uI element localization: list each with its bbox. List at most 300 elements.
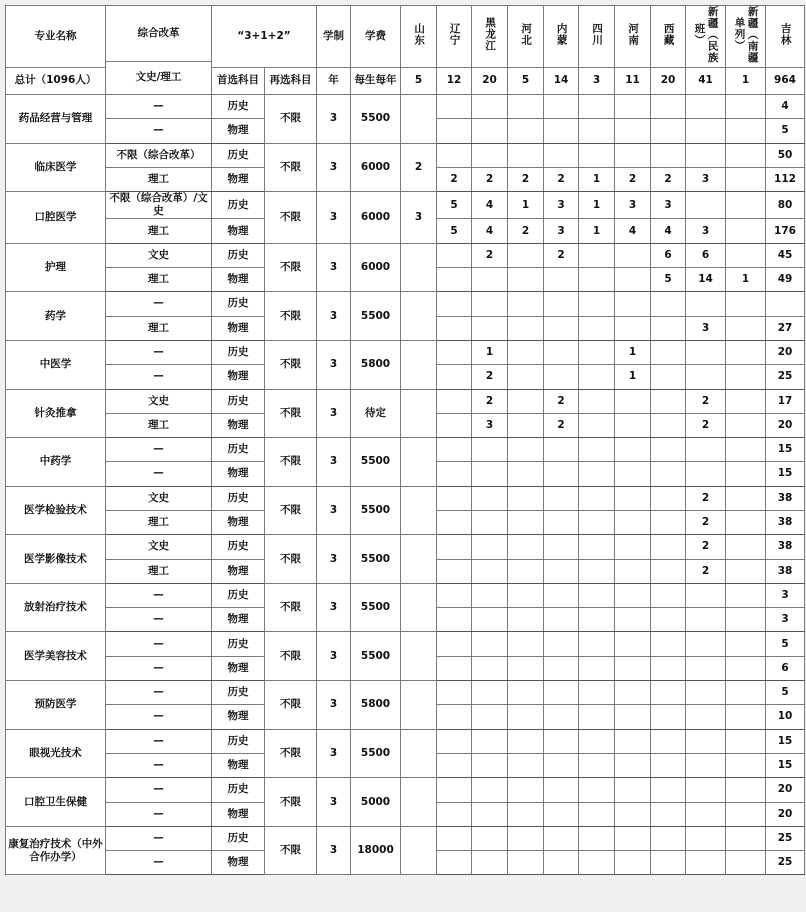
province-quota bbox=[651, 292, 686, 316]
province-quota bbox=[651, 705, 686, 729]
province-quota: 3 bbox=[651, 192, 686, 219]
province-quota bbox=[686, 340, 726, 364]
province-quota bbox=[686, 192, 726, 219]
province-quota bbox=[615, 268, 651, 292]
table-row bbox=[6, 632, 805, 656]
province-quota bbox=[437, 535, 472, 559]
header-province: 辽宁 bbox=[437, 6, 472, 68]
first-subject: 历史 bbox=[212, 729, 265, 753]
province-quota bbox=[579, 243, 615, 267]
table-row bbox=[6, 438, 805, 462]
second-subject: 不限 bbox=[265, 243, 317, 292]
province-quota bbox=[544, 632, 579, 656]
first-subject: 历史 bbox=[212, 292, 265, 316]
province-quota bbox=[686, 681, 726, 705]
province-quota bbox=[726, 705, 766, 729]
province-quota: 176 bbox=[766, 219, 805, 243]
province-quota bbox=[686, 608, 726, 632]
province-quota bbox=[508, 753, 544, 777]
province-quota bbox=[437, 292, 472, 316]
reform-track: 文史 bbox=[106, 535, 212, 559]
quota-shandong bbox=[401, 583, 437, 632]
province-quota bbox=[579, 143, 615, 167]
reform-track: 不限（综合改革） bbox=[106, 143, 212, 167]
province-quota bbox=[508, 681, 544, 705]
province-quota bbox=[579, 316, 615, 340]
province-quota bbox=[686, 851, 726, 875]
province-quota bbox=[472, 583, 508, 607]
reform-track: 文史 bbox=[106, 486, 212, 510]
province-quota bbox=[651, 143, 686, 167]
quota-shandong: 3 bbox=[401, 192, 437, 244]
tuition-fee: 待定 bbox=[351, 389, 401, 438]
header-new-gaokao: “3+1+2” bbox=[212, 6, 317, 68]
major-name: 预防医学 bbox=[6, 681, 106, 730]
reform-track: 理工 bbox=[106, 511, 212, 535]
province-quota bbox=[651, 656, 686, 680]
province-quota bbox=[726, 656, 766, 680]
province-quota bbox=[508, 535, 544, 559]
province-quota bbox=[726, 340, 766, 364]
province-quota bbox=[508, 292, 544, 316]
province-quota bbox=[726, 365, 766, 389]
tuition-fee: 18000 bbox=[351, 826, 401, 875]
province-quota: 4 bbox=[651, 219, 686, 243]
province-quota bbox=[651, 119, 686, 143]
province-quota bbox=[544, 268, 579, 292]
province-quota bbox=[508, 656, 544, 680]
tuition-fee: 6000 bbox=[351, 143, 401, 192]
province-quota bbox=[615, 462, 651, 486]
province-quota bbox=[579, 656, 615, 680]
province-quota bbox=[615, 826, 651, 850]
first-subject: 历史 bbox=[212, 681, 265, 705]
province-quota bbox=[726, 243, 766, 267]
reform-track: — bbox=[106, 729, 212, 753]
province-quota: 5 bbox=[437, 219, 472, 243]
province-quota bbox=[544, 559, 579, 583]
province-quota bbox=[615, 511, 651, 535]
province-quota bbox=[472, 559, 508, 583]
tuition-fee: 5000 bbox=[351, 778, 401, 827]
first-subject: 物理 bbox=[212, 268, 265, 292]
province-quota bbox=[651, 559, 686, 583]
province-quota bbox=[437, 681, 472, 705]
province-quota bbox=[437, 462, 472, 486]
tuition-fee: 6000 bbox=[351, 243, 401, 292]
header-tuition-unit: 每生每年 bbox=[351, 68, 401, 95]
first-subject: 物理 bbox=[212, 365, 265, 389]
reform-track: 理工 bbox=[106, 559, 212, 583]
province-quota bbox=[472, 608, 508, 632]
province-quota bbox=[651, 778, 686, 802]
province-quota: 2 bbox=[615, 167, 651, 191]
first-subject: 历史 bbox=[212, 243, 265, 267]
province-quota bbox=[615, 778, 651, 802]
province-quota bbox=[615, 535, 651, 559]
province-quota bbox=[579, 340, 615, 364]
header-first-subject: 首选科目 bbox=[212, 68, 265, 95]
province-quota bbox=[544, 851, 579, 875]
province-quota bbox=[615, 753, 651, 777]
province-quota bbox=[579, 535, 615, 559]
first-subject: 历史 bbox=[212, 486, 265, 510]
province-quota: 2 bbox=[686, 559, 726, 583]
province-quota: 3 bbox=[766, 583, 805, 607]
province-quota bbox=[651, 511, 686, 535]
reform-track: — bbox=[106, 705, 212, 729]
province-total: 964 bbox=[766, 68, 805, 95]
province-quota bbox=[686, 119, 726, 143]
reform-track: 理工 bbox=[106, 219, 212, 243]
province-quota: 15 bbox=[766, 729, 805, 753]
major-name: 中药学 bbox=[6, 438, 106, 487]
first-subject: 物理 bbox=[212, 753, 265, 777]
province-quota bbox=[437, 413, 472, 437]
province-quota bbox=[508, 413, 544, 437]
first-subject: 物理 bbox=[212, 167, 265, 191]
tuition-fee: 5500 bbox=[351, 632, 401, 681]
province-quota bbox=[472, 826, 508, 850]
province-quota: 1 bbox=[615, 365, 651, 389]
province-total: 12 bbox=[437, 68, 472, 95]
province-quota bbox=[726, 632, 766, 656]
first-subject: 历史 bbox=[212, 583, 265, 607]
province-total: 11 bbox=[615, 68, 651, 95]
province-quota bbox=[544, 95, 579, 119]
province-quota bbox=[651, 95, 686, 119]
first-subject: 物理 bbox=[212, 802, 265, 826]
reform-track: — bbox=[106, 438, 212, 462]
province-quota bbox=[686, 583, 726, 607]
province-quota bbox=[579, 778, 615, 802]
province-quota bbox=[508, 438, 544, 462]
major-name: 放射治疗技术 bbox=[6, 583, 106, 632]
second-subject: 不限 bbox=[265, 632, 317, 681]
first-subject: 物理 bbox=[212, 316, 265, 340]
province-total: 5 bbox=[508, 68, 544, 95]
province-quota: 25 bbox=[766, 851, 805, 875]
province-quota: 2 bbox=[686, 413, 726, 437]
province-quota bbox=[437, 119, 472, 143]
province-quota bbox=[651, 826, 686, 850]
province-quota bbox=[726, 608, 766, 632]
province-quota bbox=[508, 340, 544, 364]
first-subject: 历史 bbox=[212, 438, 265, 462]
tuition-fee: 5500 bbox=[351, 292, 401, 341]
reform-track: — bbox=[106, 95, 212, 119]
duration-years: 3 bbox=[317, 95, 351, 144]
table-row bbox=[6, 292, 805, 316]
province-quota bbox=[651, 389, 686, 413]
major-name: 医学影像技术 bbox=[6, 535, 106, 584]
province-quota bbox=[615, 583, 651, 607]
province-quota bbox=[579, 826, 615, 850]
province-quota bbox=[508, 583, 544, 607]
province-quota: 3 bbox=[686, 316, 726, 340]
province-quota: 1 bbox=[579, 192, 615, 219]
reform-track: — bbox=[106, 292, 212, 316]
province-quota bbox=[615, 292, 651, 316]
province-quota bbox=[615, 486, 651, 510]
reform-track: — bbox=[106, 826, 212, 850]
reform-track: — bbox=[106, 632, 212, 656]
province-quota bbox=[544, 462, 579, 486]
major-name: 中医学 bbox=[6, 340, 106, 389]
province-quota: 2 bbox=[508, 167, 544, 191]
province-quota bbox=[437, 656, 472, 680]
province-quota bbox=[651, 753, 686, 777]
province-quota bbox=[615, 802, 651, 826]
province-quota bbox=[651, 608, 686, 632]
table-row bbox=[6, 681, 805, 705]
province-quota bbox=[726, 851, 766, 875]
first-subject: 历史 bbox=[212, 632, 265, 656]
duration-years: 3 bbox=[317, 681, 351, 730]
reform-track: — bbox=[106, 365, 212, 389]
first-subject: 历史 bbox=[212, 826, 265, 850]
province-quota bbox=[437, 608, 472, 632]
second-subject: 不限 bbox=[265, 292, 317, 341]
province-quota: 17 bbox=[766, 389, 805, 413]
province-quota: 2 bbox=[544, 389, 579, 413]
province-quota bbox=[615, 413, 651, 437]
province-quota bbox=[726, 559, 766, 583]
province-quota bbox=[651, 681, 686, 705]
province-total: 14 bbox=[544, 68, 579, 95]
province-quota bbox=[651, 413, 686, 437]
header-province: 吉林 bbox=[766, 6, 805, 68]
province-quota: 6 bbox=[651, 243, 686, 267]
province-quota bbox=[651, 632, 686, 656]
reform-track: — bbox=[106, 851, 212, 875]
province-quota: 2 bbox=[651, 167, 686, 191]
tuition-fee: 5500 bbox=[351, 583, 401, 632]
reform-track: — bbox=[106, 462, 212, 486]
province-quota: 2 bbox=[472, 389, 508, 413]
province-quota: 2 bbox=[508, 219, 544, 243]
province-quota bbox=[437, 802, 472, 826]
quota-shandong bbox=[401, 389, 437, 438]
province-quota bbox=[686, 632, 726, 656]
province-quota bbox=[472, 705, 508, 729]
province-quota bbox=[472, 143, 508, 167]
province-quota: 2 bbox=[437, 167, 472, 191]
province-quota bbox=[544, 753, 579, 777]
table-row bbox=[6, 486, 805, 510]
major-name: 口腔卫生保健 bbox=[6, 778, 106, 827]
province-quota bbox=[686, 365, 726, 389]
duration-years: 3 bbox=[317, 632, 351, 681]
duration-years: 3 bbox=[317, 143, 351, 192]
reform-track: 理工 bbox=[106, 268, 212, 292]
province-quota: 2 bbox=[686, 389, 726, 413]
quota-shandong bbox=[401, 632, 437, 681]
province-quota bbox=[508, 608, 544, 632]
second-subject: 不限 bbox=[265, 826, 317, 875]
province-quota bbox=[615, 632, 651, 656]
first-subject: 历史 bbox=[212, 143, 265, 167]
province-quota bbox=[579, 583, 615, 607]
province-quota bbox=[579, 802, 615, 826]
province-quota: 2 bbox=[686, 535, 726, 559]
first-subject: 历史 bbox=[212, 95, 265, 119]
province-quota bbox=[544, 365, 579, 389]
province-quota: 3 bbox=[472, 413, 508, 437]
province-quota bbox=[472, 753, 508, 777]
province-quota bbox=[579, 268, 615, 292]
second-subject: 不限 bbox=[265, 389, 317, 438]
province-quota bbox=[437, 826, 472, 850]
reform-track: — bbox=[106, 753, 212, 777]
province-quota bbox=[726, 753, 766, 777]
province-quota bbox=[615, 389, 651, 413]
quota-shandong bbox=[401, 95, 437, 144]
quota-shandong: 2 bbox=[401, 143, 437, 192]
province-quota: 1 bbox=[579, 219, 615, 243]
province-quota bbox=[615, 681, 651, 705]
province-quota bbox=[437, 729, 472, 753]
province-quota bbox=[579, 632, 615, 656]
province-quota: 10 bbox=[766, 705, 805, 729]
province-quota: 20 bbox=[766, 413, 805, 437]
province-quota bbox=[686, 143, 726, 167]
province-quota bbox=[472, 656, 508, 680]
table-row bbox=[6, 389, 805, 413]
province-quota bbox=[766, 292, 805, 316]
province-quota bbox=[615, 243, 651, 267]
second-subject: 不限 bbox=[265, 778, 317, 827]
province-quota bbox=[686, 778, 726, 802]
first-subject: 物理 bbox=[212, 559, 265, 583]
province-quota: 50 bbox=[766, 143, 805, 167]
table-row bbox=[6, 583, 805, 607]
province-total: 3 bbox=[579, 68, 615, 95]
major-name: 医学美容技术 bbox=[6, 632, 106, 681]
province-quota bbox=[726, 462, 766, 486]
duration-years: 3 bbox=[317, 729, 351, 778]
province-quota: 1 bbox=[579, 167, 615, 191]
second-subject: 不限 bbox=[265, 681, 317, 730]
province-quota: 2 bbox=[472, 243, 508, 267]
first-subject: 历史 bbox=[212, 535, 265, 559]
province-quota: 5 bbox=[437, 192, 472, 219]
province-quota: 45 bbox=[766, 243, 805, 267]
province-quota bbox=[726, 826, 766, 850]
second-subject: 不限 bbox=[265, 340, 317, 389]
province-quota bbox=[437, 389, 472, 413]
province-quota bbox=[579, 365, 615, 389]
province-quota: 1 bbox=[508, 192, 544, 219]
province-quota bbox=[437, 365, 472, 389]
second-subject: 不限 bbox=[265, 535, 317, 584]
province-quota bbox=[437, 778, 472, 802]
province-quota: 3 bbox=[544, 219, 579, 243]
duration-years: 3 bbox=[317, 438, 351, 487]
reform-track: 理工 bbox=[106, 316, 212, 340]
reform-track: 不限（综合改革）/文史 bbox=[106, 192, 212, 219]
province-quota bbox=[544, 486, 579, 510]
province-quota: 112 bbox=[766, 167, 805, 191]
province-quota: 1 bbox=[472, 340, 508, 364]
reform-track: — bbox=[106, 119, 212, 143]
reform-track: 理工 bbox=[106, 167, 212, 191]
reform-track: — bbox=[106, 802, 212, 826]
table-row bbox=[6, 535, 805, 559]
first-subject: 物理 bbox=[212, 656, 265, 680]
table-body bbox=[6, 95, 805, 875]
quota-shandong bbox=[401, 535, 437, 584]
province-quota bbox=[615, 316, 651, 340]
province-quota bbox=[508, 802, 544, 826]
province-quota: 2 bbox=[472, 365, 508, 389]
province-quota: 38 bbox=[766, 559, 805, 583]
first-subject: 历史 bbox=[212, 778, 265, 802]
duration-years: 3 bbox=[317, 778, 351, 827]
reform-track: — bbox=[106, 583, 212, 607]
province-quota bbox=[544, 119, 579, 143]
province-quota bbox=[579, 681, 615, 705]
header-province: 山东 bbox=[401, 6, 437, 68]
province-quota bbox=[651, 316, 686, 340]
province-quota: 15 bbox=[766, 753, 805, 777]
province-quota bbox=[615, 608, 651, 632]
province-quota: 4 bbox=[766, 95, 805, 119]
province-quota bbox=[544, 438, 579, 462]
second-subject: 不限 bbox=[265, 143, 317, 192]
province-quota bbox=[726, 95, 766, 119]
quota-shandong bbox=[401, 438, 437, 487]
province-quota bbox=[508, 119, 544, 143]
province-quota bbox=[508, 826, 544, 850]
province-quota bbox=[651, 340, 686, 364]
province-quota bbox=[508, 243, 544, 267]
tuition-fee: 5500 bbox=[351, 438, 401, 487]
province-quota: 15 bbox=[766, 462, 805, 486]
province-quota bbox=[472, 462, 508, 486]
province-quota bbox=[615, 438, 651, 462]
table-row bbox=[6, 778, 805, 802]
province-quota bbox=[726, 389, 766, 413]
duration-years: 3 bbox=[317, 486, 351, 535]
table-row bbox=[6, 143, 805, 167]
header-duration-unit: 年 bbox=[317, 68, 351, 95]
province-quota: 2 bbox=[686, 511, 726, 535]
reform-track: 文史 bbox=[106, 389, 212, 413]
reform-track: — bbox=[106, 681, 212, 705]
major-name: 康复治疗技术（中外合作办学） bbox=[6, 826, 106, 875]
province-quota bbox=[579, 705, 615, 729]
quota-shandong bbox=[401, 826, 437, 875]
province-quota bbox=[437, 753, 472, 777]
province-quota bbox=[437, 143, 472, 167]
province-total: 41 bbox=[686, 68, 726, 95]
quota-shandong bbox=[401, 729, 437, 778]
province-quota bbox=[544, 705, 579, 729]
province-quota bbox=[508, 559, 544, 583]
province-quota bbox=[508, 389, 544, 413]
table-row bbox=[6, 340, 805, 364]
province-quota bbox=[472, 802, 508, 826]
province-quota bbox=[472, 292, 508, 316]
province-quota: 3 bbox=[686, 167, 726, 191]
duration-years: 3 bbox=[317, 243, 351, 292]
province-quota bbox=[686, 802, 726, 826]
province-quota bbox=[651, 438, 686, 462]
enrollment-plan-sheet bbox=[5, 5, 804, 875]
reform-track: 理工 bbox=[106, 413, 212, 437]
province-quota bbox=[726, 438, 766, 462]
